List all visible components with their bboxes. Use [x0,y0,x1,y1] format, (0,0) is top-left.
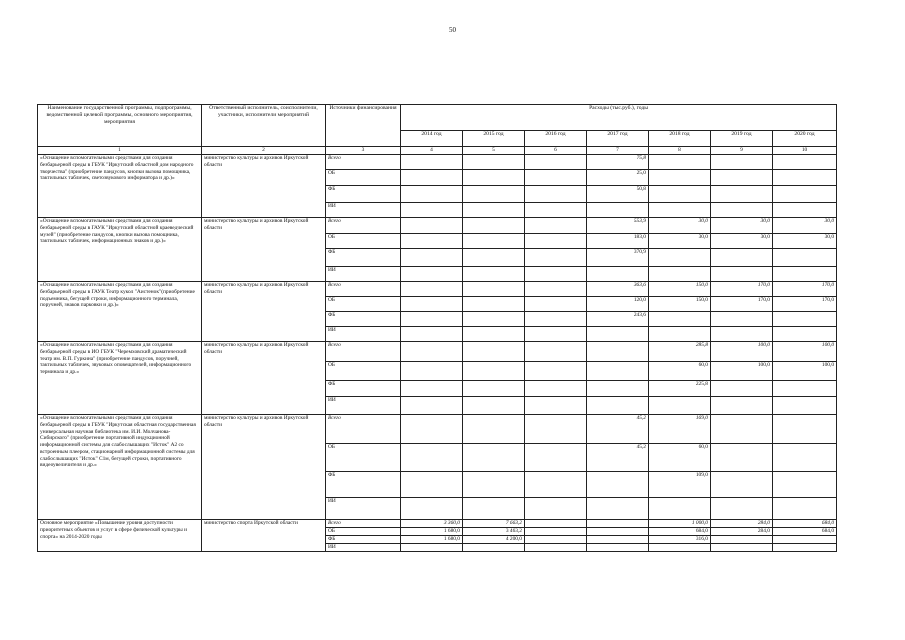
header-year: 2014 год [401,131,463,147]
expense-value [773,312,837,327]
expense-value [587,472,649,498]
expense-value [711,312,773,327]
expense-value [525,472,587,498]
activity-name: Основное мероприятие «Повышение уровня доступности приоритетных объектов и услуг в сфере физической культуры и спорта» на 2014-2020 годы [38,520,202,552]
expense-value [773,155,837,170]
column-number: 7 [587,147,649,155]
expense-value [401,282,463,297]
column-number: 6 [525,147,587,155]
expense-value [463,234,525,249]
expense-value [525,397,587,415]
expense-value [525,342,587,362]
funding-source: ФБ [326,249,401,267]
expense-value: 684,0 [773,520,837,528]
activity-name: «Оснащение вспомогательными средствами для создания безбарьерной среды в ГАУК "Иркутский областной краеведческий музей" (приобретение пандусов, кнопки вызова помощника, тактильных табличек, информационных знаков и др.)» [38,218,202,282]
expense-value [649,203,711,218]
expense-value: 170,0 [773,297,837,312]
expense-value [401,544,463,552]
funding-source: Всего [326,282,401,297]
expense-value [401,381,463,397]
expense-value [649,155,711,170]
expense-value [401,498,463,520]
expense-value: 30,0 [649,218,711,234]
expense-value [711,544,773,552]
expense-value [525,415,587,444]
funding-source: ОБ [326,170,401,186]
header-year: 2015 год [463,131,525,147]
funding-source: ОБ [326,528,401,536]
expense-value [525,381,587,397]
header-expenses: Расходы (тыс.руб.), годы [401,105,837,131]
header-sources: Источники финансирования [326,105,401,147]
expense-value [711,415,773,444]
expense-value [463,544,525,552]
expense-value [401,297,463,312]
header-year: 2019 год [711,131,773,147]
expense-value [463,186,525,203]
expense-value [587,520,649,528]
column-number: 2 [202,147,326,155]
expense-value [463,170,525,186]
expense-value [525,362,587,381]
expense-value [773,267,837,282]
funding-source: ОБ [326,297,401,312]
executor: министерство спорта Иркутской области [202,520,326,552]
expense-value: 150,0 [649,297,711,312]
expense-value: 45,2 [587,415,649,444]
executor: министерство культуры и архивов Иркутской области [202,415,326,520]
expense-value [587,203,649,218]
expense-value [463,397,525,415]
expense-value [401,327,463,342]
executor: министерство культуры и архивов Иркутской области [202,282,326,342]
expense-value: 150,0 [649,282,711,297]
funding-source: ФБ [326,186,401,203]
expense-value: 169,0 [649,415,711,444]
expense-value [587,536,649,544]
funding-source: ИИ [326,544,401,552]
funding-source: ФБ [326,312,401,327]
expense-value [463,342,525,362]
expense-value [401,472,463,498]
funding-source: ИИ [326,498,401,520]
header-executor: Ответственный исполнитель, соисполнители, участники, исполнители мероприятий [202,105,326,147]
expense-value: 170,0 [711,297,773,312]
expense-value [649,170,711,186]
expense-value [773,415,837,444]
expense-value: 553,9 [587,218,649,234]
expense-value [401,186,463,203]
expense-value: 60,0 [649,444,711,472]
expense-value [463,444,525,472]
header-year: 2018 год [649,131,711,147]
executor: министерство культуры и архивов Иркутской области [202,218,326,282]
expense-value [587,498,649,520]
funding-source: ФБ [326,381,401,397]
header-numbers-row [38,147,837,155]
expense-value [711,381,773,397]
expense-value [463,267,525,282]
expense-value: 60,0 [649,362,711,381]
expense-value [525,544,587,552]
table-row [38,155,837,170]
expense-value [649,498,711,520]
funding-source: ИИ [326,327,401,342]
expense-value [587,528,649,536]
expense-value [649,312,711,327]
funding-source: ФБ [326,472,401,498]
funding-source: ОБ [326,234,401,249]
expense-value: 243,6 [587,312,649,327]
expense-value [525,444,587,472]
page-number: 50 [449,26,456,34]
expense-value [773,327,837,342]
expense-value [401,203,463,218]
column-number: 3 [326,147,401,155]
funding-source: Всего [326,520,401,528]
expense-value [773,381,837,397]
table-row [38,342,837,362]
executor: министерство культуры и архивов Иркутской области [202,342,326,415]
expense-value [525,312,587,327]
expense-value [401,218,463,234]
expense-value: 684,0 [649,528,711,536]
expense-value [773,444,837,472]
expense-value: 316,0 [649,536,711,544]
expense-value [463,498,525,520]
expense-value: 284,0 [711,520,773,528]
expense-value: 7 663,2 [463,520,525,528]
expense-value: 100,0 [773,362,837,381]
expense-value: 285,8 [649,342,711,362]
expense-value [463,327,525,342]
expense-value [401,342,463,362]
expense-value [711,170,773,186]
expense-value [711,498,773,520]
expense-value [525,267,587,282]
header-name: Наименование государственной программы, подпрограммы, ведомственной целевой программы, основного мероприятия, мероприятия [38,105,202,147]
expense-value [711,203,773,218]
expense-value [463,415,525,444]
expense-value [401,312,463,327]
funding-source: ИИ [326,397,401,415]
expense-value [711,327,773,342]
expense-value [711,267,773,282]
column-number: 10 [773,147,837,155]
expense-value [525,520,587,528]
expense-value [649,267,711,282]
expense-value [773,203,837,218]
expense-value [773,397,837,415]
expense-value [401,415,463,444]
expense-value [463,218,525,234]
expense-value [711,186,773,203]
expense-value [463,381,525,397]
expense-value [649,327,711,342]
expense-value [525,218,587,234]
expense-value [463,472,525,498]
activity-name: «Оснащение вспомогательными средствами для создания безбарьерной среды в ГБУК "Иркутский областной дом народного творчества" (приобретение пандусов, кнопки вызова помощника, тактильных табличек, светозвукового информатора и др.)» [38,155,202,218]
expense-value [773,472,837,498]
expense-value [773,498,837,520]
expense-value: 370,9 [587,249,649,267]
expense-value [649,544,711,552]
header-year: 2016 год [525,131,587,147]
header-year: 2020 год [773,131,837,147]
expense-value [773,170,837,186]
expense-value: 109,0 [649,472,711,498]
expense-value [711,155,773,170]
expense-value [401,362,463,381]
expense-value [525,528,587,536]
funding-source: ИИ [326,267,401,282]
expense-value [773,544,837,552]
column-number: 1 [38,147,202,155]
expense-value [401,234,463,249]
expense-value [711,397,773,415]
expense-value [525,203,587,218]
expense-value [525,282,587,297]
executor: министерство культуры и архивов Иркутской области [202,155,326,218]
expense-value [711,444,773,472]
table-body [38,155,837,552]
expense-value [587,544,649,552]
table-row [38,415,837,444]
expense-value: 3 360,0 [401,520,463,528]
expense-value: 100,0 [711,342,773,362]
expense-value [587,267,649,282]
expense-value [525,297,587,312]
expense-value [463,155,525,170]
expense-value: 30,0 [711,218,773,234]
expense-value: 75,8 [587,155,649,170]
table-row [38,520,837,528]
expense-value [525,249,587,267]
expense-value [525,536,587,544]
expense-value: 363,6 [587,282,649,297]
expense-value: 1 000,0 [649,520,711,528]
expense-value [401,397,463,415]
expense-value [463,282,525,297]
expense-value [649,249,711,267]
budget-table [37,104,837,552]
expense-value [525,498,587,520]
expense-value: 30,0 [649,234,711,249]
expense-value [463,297,525,312]
expense-value: 3 463,2 [463,528,525,536]
expense-value: 120,0 [587,297,649,312]
expense-value [525,155,587,170]
expense-value [401,155,463,170]
column-number: 8 [649,147,711,155]
funding-source: ОБ [326,444,401,472]
header-year: 2017 год [587,131,649,147]
funding-source: ОБ [326,362,401,381]
column-number: 9 [711,147,773,155]
funding-source: ФБ [326,536,401,544]
column-number: 4 [401,147,463,155]
funding-source: Всего [326,155,401,170]
expense-value: 170,0 [773,282,837,297]
expense-value [711,472,773,498]
expense-value [649,186,711,203]
expense-value [463,362,525,381]
expense-value [587,381,649,397]
expense-value: 45,2 [587,444,649,472]
expense-value [773,249,837,267]
expense-value [401,170,463,186]
expense-value [587,397,649,415]
expense-value [401,444,463,472]
expense-value [525,327,587,342]
expense-value [463,203,525,218]
expense-value: 50,8 [587,186,649,203]
funding-source: Всего [326,342,401,362]
expense-value [649,397,711,415]
expense-value: 1 680,0 [401,536,463,544]
table-row [38,282,837,297]
expense-value: 100,0 [711,362,773,381]
column-number: 5 [463,147,525,155]
funding-source: Всего [326,218,401,234]
table-row [38,218,837,234]
expense-value: 170,0 [711,282,773,297]
expense-value [587,342,649,362]
activity-name: «Оснащение вспомогательными средствами для создания безбарьерной среды в ИО ГБУК "Черемховский драматический театр им. В.П. Гуркина" (приобретение пандусов, поручней, тактильных табличек, звуковых оповещателей, информационного терминала и др.» [38,342,202,415]
activity-name: «Оснащение вспомогательными средствами для создания безбарьерной среды в ГБУК "Иркутская областная государственная универсальная научная библиотека им. И.И. Молчанова-Сибирского" (приобретение портативной индукционной информационной системы для слабослышащих "Исток" А2 со встроенным плеером, стационарной информационной системы для слабослышащих "Исток" С1м, бегущей строки, портативного видеоувеличителя и др.» [38,415,202,520]
expense-value [587,327,649,342]
expense-value: 225,8 [649,381,711,397]
expense-value [773,186,837,203]
activity-name: «Оснащение вспомогательными средствами для создания безбарьерной среды в ГАУК Театр кукол "Аистенок"(приобретение подъемника, бегущей строки, информационного терминала, поручней, знаков парковки и др.)» [38,282,202,342]
expense-value [587,362,649,381]
expense-value: 1 680,0 [401,528,463,536]
expense-value: 25,0 [587,170,649,186]
funding-source: ИИ [326,203,401,218]
expense-value [773,536,837,544]
expense-value [463,249,525,267]
funding-source: Всего [326,415,401,444]
expense-value [401,267,463,282]
expense-value: 30,0 [773,218,837,234]
expense-value [525,186,587,203]
expense-value: 100,0 [773,342,837,362]
expense-value [711,249,773,267]
expense-value: 30,0 [773,234,837,249]
expense-value [525,234,587,249]
expense-value: 284,0 [711,528,773,536]
expense-value: 684,0 [773,528,837,536]
expense-value [463,312,525,327]
expense-value [711,536,773,544]
expense-value: 4 200,0 [463,536,525,544]
expense-value: 183,0 [587,234,649,249]
expense-value [401,249,463,267]
expense-value: 30,0 [711,234,773,249]
expense-value [525,170,587,186]
